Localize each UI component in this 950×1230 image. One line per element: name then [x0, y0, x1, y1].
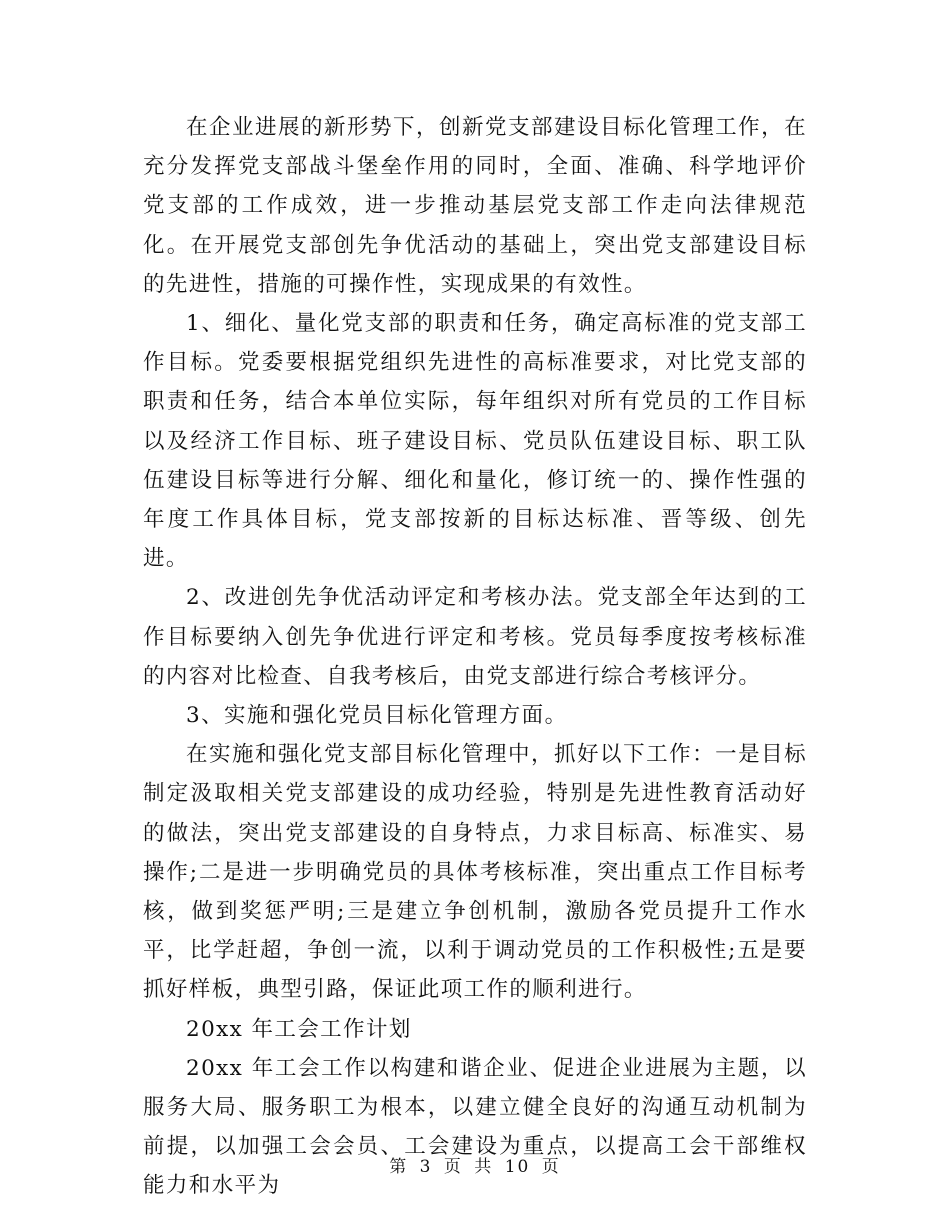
paragraph-item-1: 1、细化、量化党支部的职责和任务，确定高标准的党支部工作目标。党委要根据党组织先进性的高标准要求，对比党支部的职责和任务，结合本单位实际，每年组织对所有党员的工作目标以及经济工作目标、班子建设目标、党员队伍建设目标、职工队伍建设目标等进行分解、细化和量化，修订统一的、操作性强的年度工作具体目标，党支部按新的目标达标准、晋等级、创先进。 [143, 311, 807, 572]
page-number-footer: 第 3 页 共 10 页 [389, 1157, 561, 1177]
paragraph-item-3-detail: 在实施和强化党支部目标化管理中，抓好以下工作：一是目标制定汲取相关党支部建设的成功经验，特别是先进性教育活动好的做法，突出党支部建设的自身特点，力求目标高、标准实、易操作;二是进一步明确党员的具体考核标准，突出重点工作目标考核，做到奖惩严明;三是建立争创机制，激励各党员提升工作水平，比学赶超，争创一流，以利于调动党员的工作积极性;五是要抓好样板，典型引路，保证此项工作的顺利进行。 [143, 742, 807, 1003]
paragraph-union-plan: 20xx 年工会工作以构建和谐企业、促进企业进展为主题，以服务大局、服务职工为根本，以建立健全良好的沟通互动机制为前提，以加强工会会员、工会建设为重点，以提高工会干部维权能力和水平为 [143, 1055, 807, 1199]
paragraph-intro: 在企业进展的新形势下，创新党支部建设目标化管理工作，在充分发挥党支部战斗堡垒作用的同时，全面、准确、科学地评价党支部的工作成效，进一步推动基层党支部工作走向法律规范化。在开展党支部创先争优活动的基础上，突出党支部建设目标的先进性，措施的可操作性，实现成果的有效性。 [143, 115, 807, 297]
paragraph-item-3: 3、实施和强化党员目标化管理方面。 [186, 703, 568, 729]
paragraph-item-2: 2、改进创先争优活动评定和考核办法。党支部全年达到的工作目标要纳入创先争优进行评定和考核。党员每季度按考核标准的内容对比检查、自我考核后，由党支部进行综合考核评分。 [143, 585, 807, 689]
section-heading: 20xx 年工会工作计划 [186, 1016, 412, 1042]
document-body [143, 108, 807, 1206]
